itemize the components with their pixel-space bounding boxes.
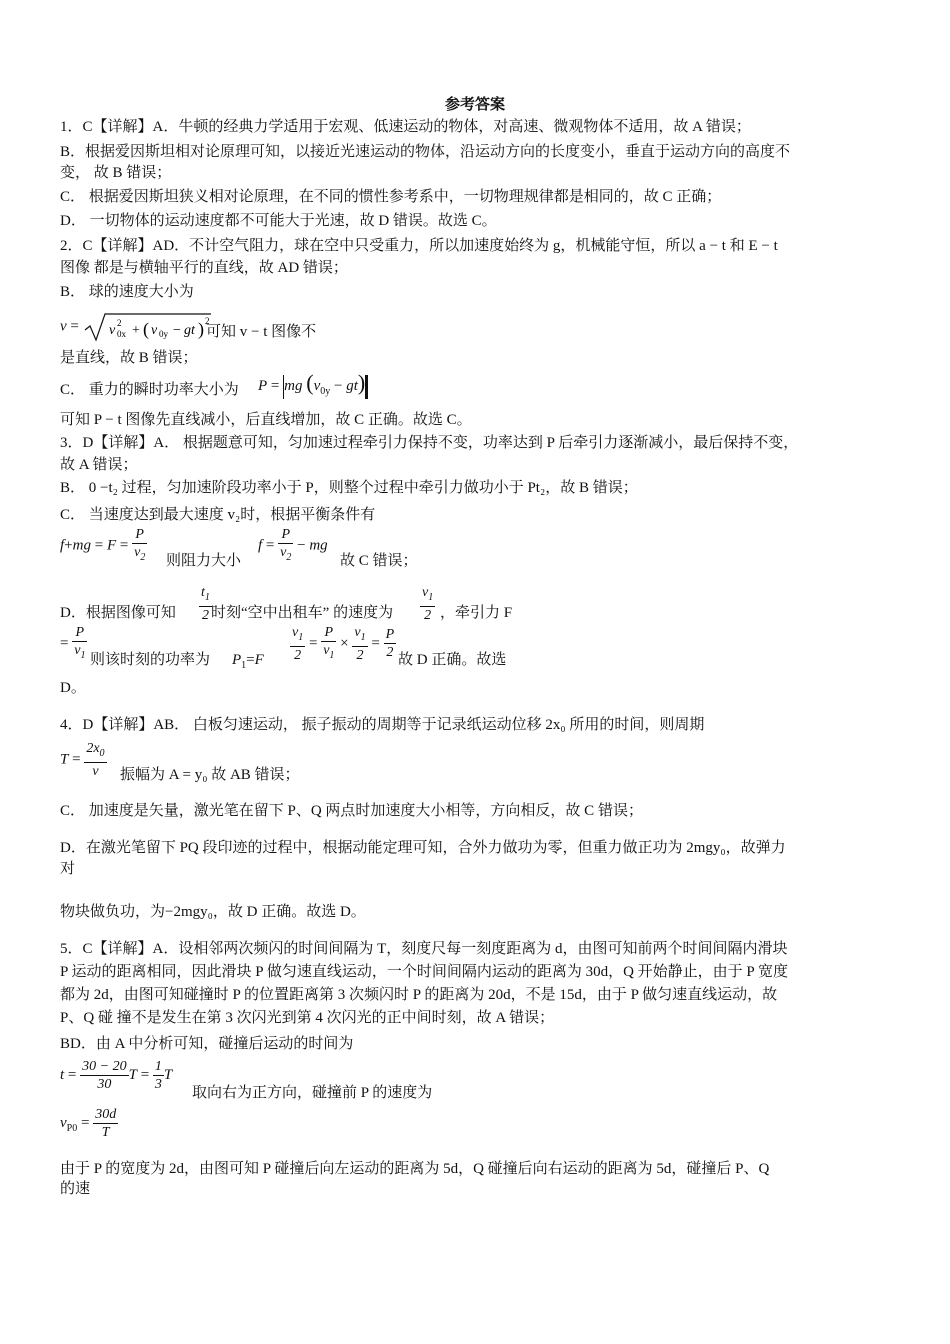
q5-line-8: 的速	[60, 1181, 91, 1197]
formula-F-eq: = $\frac{P}{v_1}$	[60, 625, 86, 661]
q4-line-1: 4．D【详解】AB． 白板匀速运动， 振子振动的周期等于记录纸运动位移 2x₀ 所用的时间，则周期	[60, 717, 705, 733]
q1-line-3: 变， 故 B 错误；	[60, 165, 172, 181]
q1-line-2: B．根据爱因斯坦相对论原理可知，以接近光速运动的物体，沿运动方向的长度变小，垂直于运动方向的高度不	[60, 144, 791, 160]
sqrt-symbol	[83, 312, 213, 342]
q3-line-6c: ，牵引力 F	[440, 605, 513, 621]
formula-v-half: $\frac{v_1}{2}$	[422, 585, 434, 623]
formula-vp-eq: $v_{P0}$ = $\frac{30d}{T}$	[60, 1107, 117, 1140]
svg-text:+: +	[131, 323, 140, 338]
q2-line-5: 是直线，故 B 错误；	[60, 350, 198, 366]
formula-v-speed: v = v 2 0x + ( v 0y − gt ) 2	[60, 312, 213, 342]
formula-P-eq2: $\frac{v_1}{2}$ = $\frac{P}{v_1}$ × $\frac{v_1}{2}$ = $\frac{P}{2}$	[292, 625, 395, 663]
q4-line-3: C． 加速度是矢量，激光笔在留下 P、Q 两点时加速度大小相等，方向相反，故 C 错误；	[60, 803, 643, 819]
formula-t-eq: t = $\frac{30 - 20}{30}$ T = $\frac{1}{3}$ T	[60, 1059, 173, 1092]
formula-P-eq: $P_1=F$	[232, 652, 264, 671]
q3-line-5a: 则阻力大小	[166, 553, 242, 569]
q3-line-8: D。	[60, 680, 86, 696]
q3-line-5b: 故 C 错误；	[340, 553, 418, 569]
svg-text:−: −	[172, 323, 181, 338]
svg-text:2: 2	[116, 318, 122, 328]
formula-T-eq: T = $\frac{2x_0}{v}$	[60, 741, 105, 779]
page-title: 参考答案	[444, 97, 505, 113]
q1-line-4: C． 根据爱因斯坦狭义相对论原理，在不同的惯性参考系中，一切物理规律都是相同的，故 C 正确；	[60, 189, 722, 205]
q5-line-3: 都为 2d，由图可知碰撞时 P 的位置距离第 3 次频闪时 P 的距离为 20d，不是 15d，由于 P 做匀速直线运动，故	[60, 987, 778, 1003]
formula-f-eq2: f = $\frac{P}{v_2}$ − mg	[258, 527, 328, 563]
q3-line-1: 3．D【详解】A． 根据题意可知，匀加速过程牵引力保持不变，功率达到 P 后牵引力逐渐减小，最后保持不变，	[60, 435, 799, 451]
q2-line-7: 可知 P − t 图像先直线减小，后直线增加，故 C 正确。故选 C。	[60, 412, 472, 428]
formula-f-eq1: f+mg = F = $\frac{P}{v_2}$	[60, 527, 146, 563]
q2-line-3: B． 球的速度大小为	[60, 284, 194, 300]
q3-line-6b: 时刻“空中出租车” 的速度为	[211, 605, 394, 621]
q5-line-2: P 运动的距离相同，因此滑块 P 做匀速直线运动，一个时间间隔内运动的距离为 30d，Q 开始静止，由于 P 宽度	[60, 964, 788, 980]
q2-line-6: C． 重力的瞬时功率大小为	[60, 382, 239, 398]
q5-line-7: 由于 P 的宽度为 2d，由图可知 P 碰撞后向左运动的距离为 5d，Q 碰撞后向右运动的距离为 5d，碰撞后 P、Q	[60, 1161, 770, 1177]
q5-line-5: BD．由 A 中分析可知，碰撞后运动的时间为	[60, 1036, 354, 1052]
q2-line-2: 图像 都是与横轴平行的直线，故 AD 错误；	[60, 260, 348, 276]
q5-line-4: P、Q 碰 撞不是发生在第 3 次闪光到第 4 次闪光的正中间时刻，故 A 错误；	[60, 1010, 555, 1026]
svg-text:): )	[197, 319, 204, 339]
q2-line-1: 2．C【详解】AD．不计空气阻力，球在空中只受重力，所以加速度始终为 g，机械能守恒，所以 a − t 和 E − t	[60, 238, 778, 254]
q3-line-7b: 故 D 正确。故选	[398, 652, 507, 668]
formula-p-power: P = mg $(v_{0y} - gt)$	[258, 372, 368, 402]
q4-line-6: 物块做负功，为−2mgy₀，故 D 正确。故选 D。	[60, 904, 366, 920]
q1-line-5: D． 一切物体的运动速度都不可能大于光速，故 D 错误。故选 C。	[60, 213, 497, 229]
svg-text:2: 2	[204, 316, 210, 326]
svg-text:v: v	[150, 323, 157, 338]
svg-text:0y: 0y	[158, 329, 168, 339]
q3-line-4: C． 当速度达到最大速度 v₂时，根据平衡条件有	[60, 507, 376, 523]
svg-text:v: v	[108, 323, 115, 338]
q3-line-6a: D．根据图像可知	[60, 605, 176, 621]
q1-line-1: 1．C【详解】A．牛顿的经典力学适用于宏观、低速运动的物体，对高速、微观物体不适用，故 A 错误；	[60, 119, 751, 135]
q4-line-4: D．在激光笔留下 PQ 段印迹的过程中，根据动能定理可知，合外力做功为零，但重力做正功为 2mgy₀，故弹力	[60, 840, 786, 856]
q3-line-2: 故 A 错误；	[60, 457, 138, 473]
q3-line-3: B． 0 −t₂ 过程，匀加速阶段功率小于 P，则整个过程中牵引力做功小于 Pt₂，故 B 错误；	[60, 480, 638, 496]
svg-text:0x: 0x	[116, 329, 126, 339]
q4-line-2: 振幅为 A = y₀ 故 AB 错误；	[120, 767, 300, 783]
svg-text:(: (	[142, 319, 149, 339]
formula-t-half: $\frac{t_1}{2}$	[201, 585, 210, 623]
q5-line-1: 5．C【详解】A．设相邻两次频闪的时间间隔为 T，刻度尺每一刻度距离为 d，由图可知前两个时间间隔内滑块	[60, 941, 788, 957]
q3-line-7a: 则该时刻的功率为	[90, 652, 211, 668]
q2-line-4: 可知 v − t 图像不	[206, 324, 317, 340]
q5-line-6: 取向右为正方向，碰撞前 P 的速度为	[192, 1085, 433, 1101]
svg-text:gt: gt	[183, 323, 195, 338]
q4-line-5: 对	[60, 861, 76, 877]
